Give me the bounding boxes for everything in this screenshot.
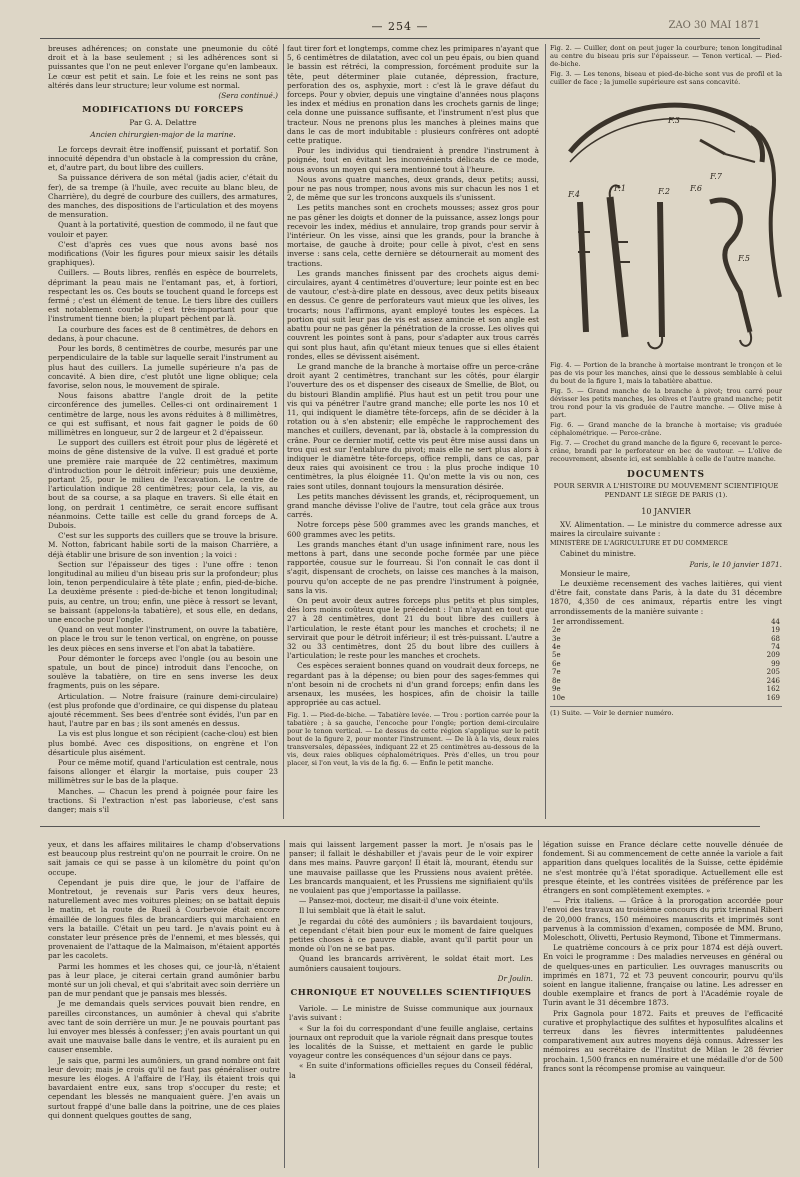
paragraph: Nous avons quatre manches, deux grands, deux petits; aussi, pour ne pas nous tromper, nous avons mis sur chacun les nos 1 et 2, de même que sur les troncons auxquels ils s'unissent. (287, 174, 539, 203)
paragraph: Notre forceps pèse 500 grammes avec les grands manches, et 600 grammes avec les petits. (287, 520, 539, 539)
paragraph: Ces espèces seraient bonnes quand on voudrait deux forceps, ne regardant pas à la dépense; ou bien pour des sages-femmes qui n'ont besoin ni de crochets ni d'un grand forceps; enfin dans les arsenaux, les musées, les hospices, afin de choisir la taille appropriée au cas actuel. (287, 661, 539, 708)
paragraph: Le grand manche de la branche à mortaise offre un perce-crâne droit ayant 2 centimètres, tranchant sur les côtés, pour élargir l'ouverture des os et dispenser des ciseaux de Smellie, de Blot, ou du bistouri Blandin amplifié. Plus haut est un petit trou pour une vis qui va pénétrer l'autre grand manche; elle porte les nos 10 et 11, qui indiquent le diamètre tête-forceps, afin de se décider à la rotation ou à s'en abstenir; elle empêche le rapprochement des manches et cuillers, devenant, par là, obstacle à la compression du crâne. Pour ce dernier motif, cette vis peut être mise aussi dans un trou qui est sur l'entablure du pivot; mais elle ne sert plus alors à indiquer le diamètre tête-forceps, office rempli, dans ce cas, par deux raies qui avoisinent ce trou : la plus proche indique 10 centimètres, la plus éloignée 11. Qu'on mette la vis ou non, ces raies sont utiles, donnant toujours la mensuration désirée. (287, 361, 539, 491)
figure-caption: Fig. 5. — Grand manche de la branche à pivot; trou carré pour dévisser les petits manches, les olives et l'autre grand manche; petit trou rond pour la vis graduée de l'autre manche. — Olive mise à part. (550, 387, 782, 419)
table-cell: 246 (766, 676, 780, 685)
paragraph: « En suite d'informations officielles reçues du Conseil fédéral, la (289, 1061, 533, 1080)
paragraph: mais qui laissent largement passer la mort. Je n'osais pas le panser; il fallait le déshabiller et j'avais peur de le voir expirer dans mes mains. Pauvre garçon! Il était là, mourant, étendu sur une mauvaise paillasse que les Prussiens nous avaient prêtée. Les brancards manquaient, et les Prussiens me signifiaient qu'ils ne voulaient pas que j'emportasse la paillasse. (289, 840, 533, 896)
place-date: Paris, le 10 janvier 1871. (689, 559, 782, 569)
paragraph: Je me demandais quels services pouvait bien rendre, en pareilles circonstances, un aumônier à cheval qui s'abrite avec tant de soin derrière un mur. Je ne pouvais pourtant pas lui envoyer mes blessés à confesser; j'en avais pourtant un qui avait une mauvaise balle dans le ventre, et ils auraient pu en causer ensemble. (48, 999, 280, 1055)
table-row (550, 635, 782, 643)
table-row (550, 668, 782, 676)
paragraph: Pour les bords, 8 centimètres de courbe, mesurés par une perpendiculaire de la table sur laquelle serait l'instrument au plus haut des cuillers. La jumelle supérieure n'a pas de concavité. A bien dire, c'est plutôt une ligne oblique; cela favorise, selon nous, le mouvement de spirale. (48, 344, 278, 390)
bottom-column-2 (289, 840, 533, 1168)
table-cell: 19 (771, 626, 780, 635)
section-title: CHRONIQUE ET NOUVELLES SCIENTIFIQUES (290, 988, 532, 999)
paragraph: Les grands manches étant d'un usage infiniment rare, nous les mettons à part, dans une seconde poche formée par une pièce rapportée, cousue sur le fourreau. Si l'on connaît le cas dont il s'agit, dispensant de crochets, on laisse ces manches à la maison, pourvu qu'on accepte de ne pas prendre l'instrument à poignée, sans la vis. (287, 539, 539, 595)
article-byline: Par G. A. Delattre (129, 118, 197, 128)
table-cell: 68 (771, 634, 780, 643)
table-cell: 2e (552, 626, 561, 635)
figure-label: F.6 (690, 184, 702, 193)
paragraph: Le quatrième concours à ce prix pour 1874 est déjà ouvert. En voici le programme : Des maladies nerveuses en général ou de quelques-unes en particulier. Les ouvrages manuscrits ou imprimés en 1871, 72 et 73 peuvent concourir, pourvu qu'ils soient en langue italienne, française ou latine. Les adresser en double exemplaire et francs de port à l'Académie royale de Turin avant le 31 décembre 1873. (543, 943, 783, 1008)
table-cell: 169 (766, 693, 780, 702)
paragraph: faut tirer fort et longtemps, comme chez les primipares n'ayant que 5, 6 centimètres de dilatation, avec col un peu épais, ou bien quand le bassin est rétréci, la compression, forcément produite sur la tête, peut déterminer plaie cutanée, dépression, fracture, perforation des os, asphyxie, mort : c'est là le grave défaut du forceps. Pour y obvier, depuis une vingtaine d'années nous plaçons les index et médius en pronation dans les crochets garnis de linge; cela donne une puissance suffisante, et l'instrument n'est plus que tracteur. Nous ne prenons plus les manches à pleines mains que dans le cas de mort indubitable : plusieurs confrères ont adopté cette pratique. (287, 44, 539, 146)
paragraph: Variole. — Le ministre de Suisse communique aux journaux l'avis suivant : (289, 1004, 533, 1023)
table-cell: 44 (771, 617, 780, 626)
paragraph: Cependant je puis dire que, le jour de l'affaire de Montretout, je revenais sur Paris vers deux heures, naturellement avec mes voitures pleines; on se battait depuis le matin, et la route de Rueil à Courbevoie était encore émaillée de longues files de brancardiers qui marchaient en vers la bataille. C'était un peu tard. Je n'avais point eu à constater leur présence près de l'ennemi, et mes blessés, qui provenaient de l'attaque de la Malmaison, m'étaient apportés par les cacolets. (48, 877, 280, 961)
paragraph: XV. Alimentation. — Le ministre du commerce adresse aux maires la circulaire suivante : (550, 519, 782, 539)
paragraph: Sa puissance dérivera de son métal (jadis acier, c'était du fer), de sa trempe (à l'huile, avec recuite au blanc bleu, de Charrière), du degré de courbure des cuillers, des armatures, des manches, des dispositions de l'articulation et des moyens de mensuration. (48, 173, 278, 220)
author-signature: Dr Joulin. (497, 973, 533, 983)
paragraph: Je regardai du côté des aumôniers ; ils bavardaient toujours, et cependant c'était bien pour eux le moment de faire quelques petites choses à ce pauvre diable, avant qu'il partit pour un monde où l'on ne se bat pas. (289, 916, 533, 954)
figure-label: F.7 (710, 172, 722, 181)
table-row (550, 677, 782, 685)
paragraph: Pour démonter le forceps avec l'ongle (ou au besoin une spatule, un bout de pince) introduit dans l'encoche, on soulève la tabatière, on tire en sens inverse les deux fragments, puis on les sépare. (48, 653, 278, 691)
paragraph: Articulation. — Notre fraisure (rainure demi-circulaire) (est plus profonde que d'ordinaire, ce qui dispense du plateau ajouté récemment. Ses bees d'entrée sont évidés, l'un par en haut, l'autre par en bas ; ils sont amenés en dessus. (48, 691, 278, 729)
paragraph: Il lui semblait que là était le salut. (299, 906, 426, 916)
table-cell: 99 (771, 659, 780, 668)
table-row (550, 651, 782, 659)
table-cell: 3e (552, 634, 561, 643)
figure-label: F.2 (658, 187, 670, 196)
section-title: DOCUMENTS (627, 470, 705, 480)
figure-caption: Fig. 3. — Les tenons, biseau et pied-de-biche sont vus de profil et la cuiller de face ; la jumelle supérieure est sans concavité. (550, 70, 782, 86)
column-rule (284, 840, 285, 1168)
footnote: (1) Suite. — Voir le dernier numéro. (550, 706, 782, 718)
running-header: ZAO 30 MAI 1871 (668, 20, 760, 31)
paragraph: Cabinet du ministre. (560, 549, 636, 559)
paragraph: breuses adhérences; on constate une pneumonie du côté droit et à la base seulement ; si les adhérences sont si puissantes que l'on ne peut enlever l'organe qu'en lambeaux. Le cœur est petit et sain. Le foie et les reins ne sont pas altérés dans leur structure; leur volume est normal. (48, 44, 278, 90)
column-rule (545, 44, 546, 819)
figure-caption: Fig. 2. — Cuiller, dont on peut juger la courbure; tenon longitudinal au centre du biseau pris sur l'épaisseur. — Tenon vertical. — Pied-de-biche. (550, 44, 782, 68)
page-number: — 254 — (371, 20, 429, 33)
bottom-column-3 (543, 840, 783, 1168)
table-row (550, 618, 782, 626)
paragraph: légation suisse en France déclare cette nouvelle dénuée de fondement. Si au commencement de cette année la variole a fait apparition dans quelques localités de la Suisse, cette épidémie ne s'est montrée qu'à l'état sporadique. Actuellement elle est presque éteinte, et les contrées visitées de préférence par les étrangers en sont complètement exemptes. » (543, 840, 783, 896)
salutation: Monsieur le maire, (560, 568, 631, 578)
figure-caption: Fig. 6. — Grand manche de la branche à mortaise; vis graduée céphalométrique. — Perce-crâne. (550, 421, 782, 437)
continued-note: (Sera continué.) (218, 91, 278, 101)
paragraph: Section sur l'épaisseur des tiges : l'une offre : tenon longitudinal au milieu d'un biseau pris sur la profondeur; plus loin, tenon perpendiculaire à tête plate ; enfin, pied-de-biche. La deuxième présente : pied-de-biche et tenon longitudinal; puis, au centre, un trou; enfin, une pièce à ressort se levant, se baissant (appelons-la tabatière), et sous elle, en dedans, une encoche pour l'ongle. (48, 559, 278, 624)
section-date: 10 JANVIER (641, 506, 691, 516)
article-title: MODIFICATIONS DU FORCEPS (82, 105, 244, 116)
paragraph: Nous faisons abattre l'angle droit de la petite circonférence des jumelles. Celles-ci ont ordinairement 1 centimètre de large, nous les avons réduites à 8 millimètres, ce qui est suffisant, et nous fait gagner le poids de 60 millimètres en longueur, sur 2 de largeur et 2 d'épaisseur. (48, 391, 278, 437)
page-header (40, 18, 760, 39)
table-row (550, 694, 782, 702)
column-2 (287, 44, 539, 814)
figure-caption: Fig. 1. — Pied-de-biche. — Tabatière levée. — Trou : portion carrée pour la tabatière ; à sa gauche, l'encoche pour l'ongle; portion demi-circulaire pour le tenon vertical. — Le dessus de cette région s'applique sur le petit bout de la figure 2, pour monter l'instrument. — De là à la vis, deux raies transversales, dépassées, indiquant 22 et 25 centimètres au-dessous de la vis, deux raies obliques céphalométriques. Près d'elles, un trou pour placer, si l'on veut, la vis de la fig. 6. — Enfin le petit manche. (287, 711, 539, 768)
table-cell: 9e (552, 685, 561, 694)
table-row (550, 643, 782, 651)
paragraph: La courbure des faces est de 8 centimètres, de dehors en dedans, à pour chacune. (48, 324, 278, 343)
paragraph: « Sur la foi du correspondant d'une feuille anglaise, certains journaux ont reproduit que la variole régnait dans presque toutes les localités de la Suisse, et mettaient en garde le public voyageur contre les conséquences d'un séjour dans ce pays. (289, 1023, 533, 1061)
paragraph: Pour ce même motif, quand l'articulation est centrale, nous faisons allonger et élargir la mortaise, puis couper 23 millimètres sur le bas de la plaque. (48, 758, 278, 786)
figure-label: F.1 (614, 184, 626, 193)
paragraph: Prix Gagnola pour 1872. Faits et preuves de l'efficacité curative et prophylactique des sulfites et hyposulfites alcalins et terreux dans les fièvres intermittentes paludéennes comparativement aux autres moyens déjà connus. Adresser les mémoires au secrétaire de l'Institut de Milan le 28 février prochain. 1,500 francs en numéraire et une médaille d'or de 500 francs sont la récompense promise au vainqueur. (543, 1008, 783, 1073)
article-subtitle: Ancien chirurgien-major de la marine. (90, 129, 236, 139)
paragraph: Pour les individus qui tiendraient à prendre l'instrument à poignée, tout en évitant les inconvénients délicats de ce mode, nous avons un moyen qui sera mentionné tout à l'heure. (287, 146, 539, 174)
paragraph: Le deuxième recensement des vaches laitières, qui vient d'être fait, constate dans Paris, à la date du 31 décembre 1870, 4,350 de ces animaux, répartis entre les vingt arrondissements de la manière suivante : (550, 579, 782, 616)
table-row (550, 626, 782, 634)
paragraph: Quand on veut monter l'instrument, on ouvre la tabatière, on place le trou sur le tenon vertical, on engrène, on pousse les deux pièces en sens inverse et l'on abat la tabatière. (48, 625, 278, 653)
figure-caption: Fig. 7. — Crochet du grand manche de la figure 6, recevant le perce-crâne, brandi par le perforateur en bec de vautour. — L'olive de recouvrement, absente ici, est semblable à celle de l'autre manche. (550, 439, 782, 463)
paragraph: — Pansez-moi, docteur, me disait-il d'une voix éteinte. (299, 896, 499, 906)
table-cell: 5e (552, 651, 561, 660)
paragraph: Le support des cuillers est étroit pour plus de légèreté et moins de gêne distensive de la vulve. Il est gradué et porte une première raie marquée de 22 centimètres, maximum d'introduction pour le détroit inférieur; puis une deuxième, portant 25, pour le milieu de l'excavation. Le centre de l'articulation indique 28 centimètres; pour cela, la vis, au bout de sa course, a sa plaque en travers. Si elle était en long, on perdrait 1 centimètre, ce serait encore suffisant néanmoins. Cette taille est celle du grand forceps de A. Dubois. (48, 438, 278, 530)
table-cell: 209 (766, 651, 780, 660)
table-cell: 74 (771, 643, 780, 652)
forceps-figure (550, 92, 782, 357)
table-cell: 8e (552, 676, 561, 685)
paragraph: C'est sur les supports des cuillers que se trouve la brisure. M. Notton, fabricant habile sorti de la maison Charrière, a déjà établir une brisure de son invention ; la voici : (48, 531, 278, 559)
column-3 (550, 44, 782, 718)
paragraph: Quand les brancards arrivèrent, le soldat était mort. Les aumôniers causaient toujours. (289, 954, 533, 973)
column-1 (48, 44, 278, 814)
paragraph: Quant à la portativité, question de commodo, il ne faut que vouloir et payer. (48, 220, 278, 239)
table-row (550, 685, 782, 693)
table-cell: 6e (552, 659, 561, 668)
paragraph: On peut avoir deux autres forceps plus petits et plus simples, dès lors moins coûteux que le précédent : l'un n'ayant en tout que 27 à 28 centimètres, dont 21 du bout libre des cuillers à l'articulation, le reste étant pour les manches et crochets; il ne servirait que pour le détroit inférieur; il est très-puissant. L'autre a 32 ou 33 centimètres, dont 25 du bout libre des cuillers à l'articulation; le reste pour les manches et crochets. (287, 595, 539, 661)
table-cell: 1er arrondissement. (552, 617, 625, 626)
paragraph: La vis est plus longue et son récipient (cache-clou) est bien plus bombé. Avec ces dispositions, on engrène et l'on désarticule plus aisément. (48, 729, 278, 757)
figure-label: F.3 (668, 116, 680, 125)
table-cell: 205 (766, 668, 780, 677)
paragraph: yeux, et dans les affaires militaires le champ d'observations est beaucoup plus restreint qu'on ne pourrait le croire. On ne sait jamais ce qui se passe à un kilomètre du point qu'on occupe. (48, 840, 280, 877)
column-rule (283, 44, 284, 819)
figure-label: F.5 (738, 254, 750, 263)
paragraph: Manches. — Chacun les prend à poignée pour faire les tractions. Si l'extraction n'est pas laborieuse, c'est sans danger; mais s'il (48, 786, 278, 814)
table-cell: 10e (552, 693, 566, 702)
figure-caption: Fig. 4. — Portion de la branche à mortaise montrant le tronçon et le pas de vis pour les manches, ainsi que le dessous semblable à celui du bout de la figure 1, mais la tabatière abattue. (550, 361, 782, 385)
paragraph: Je sais que, parmi les aumôniers, un grand nombre ont fait leur devoir; mais je crois qu'il ne faut pas généraliser outre mesure les éloges. A l'affaire de l'Hay, ils étaient trois qui bavardaient entre eux, sans trop s'occuper du reste; et cependant les blessés ne manquaient guère. J'en avais un surtout frappé d'une balle dans la poitrine, une de ces plaies qui donnent quelques gouttes de sang, (48, 1055, 280, 1120)
table-cell: 7e (552, 668, 561, 677)
paragraph: Les grands manches finissent par des crochets aigus demi-circulaires, ayant 4 centimètres d'ouverture; leur pointe est en bec de vautour, c'est-à-dire plate en dessous, avec deux petits biseaux en dessus. Ce genre de perforateurs vaut mieux que les olives, les trocarts; nous l'affirmons, ayant employé toutes les espèces. La portion qui suit leur pas de vis est assez amincie et son angle est abattu pour ne pas gêner la pénétration de la crosse. Les olives qui couvrent les pointes sont à pans, pour s'adapter aux trous carrés qui sont plus haut, afin qu'étant mieux tenues que si elles étaient rondes, elles se dévissent aisément. (287, 268, 539, 361)
paragraph: Parmi les hommes et les choses qui, ce jour-là, n'étaient pas à leur place, je citerai certain grand aumônier barbu monté sur un joli cheval, et qui s'abritait avec soin derrière un pan de mur pendant que je pansais mes blessés. (48, 961, 280, 999)
paragraph: Les petits manches dévissent les grands, et, réciproquement, un grand manche dévisse l'olive de l'autre, tout cela grâce aux trous carrés. (287, 491, 539, 520)
arrondissement-table (550, 618, 782, 702)
paragraph: C'est d'après ces vues que nous avons basé nos modifications (Voir les figures pour mieux saisir les détails graphiques). (48, 239, 278, 268)
table-cell: 162 (766, 685, 780, 694)
ministry-heading: MINISTÈRE DE L'AGRICULTURE ET DU COMMERCE (550, 539, 728, 548)
forceps-illustration (550, 92, 782, 357)
paragraph: Les petits manches sont en crochets mousses; assez gros pour ne pas gêner les doigts et donner de la puissance, assez longs pour recevoir les index, médius et annulaire, trop grands pour servir à l'intérieur. On les visse, ainsi que les grands, pour la branche à mortaise, de gauche à droite; pour celle à pivot, c'est en sens inverse : sans cela, cette dernière se détournerait au moment des tractions. (287, 203, 539, 268)
paragraph: Le forceps devrait être inoffensif, puissant et portatif. Son innocuité dépendra d'un obstacle à la compression du crâne, et, d'autre part, du bout libre des cuillers. (48, 144, 278, 173)
section-rule (40, 826, 760, 827)
table-row (550, 660, 782, 668)
paragraph: Cuillers. — Bouts libres, renflés en espèce de bourrelets, déprimant la peau mais ne l'entamant pas, et, à fortiori, respectant les os. Ces bouts se touchent quand le forceps est fermé ; c'est un élément de tenue. Le tiers libre des cuillers est notablement courbé ; c'est très-important pour que l'instrument tienne bien; la plupart pèchent par là. (48, 268, 278, 324)
figure-label: F.4 (568, 190, 580, 199)
section-subtitle: POUR SERVIR A L'HISTOIRE DU MOUVEMENT SCIENTIFIQUE PENDANT LE SIÉGE DE PARIS (1). (553, 482, 779, 500)
column-rule (538, 840, 539, 1168)
bottom-column-1 (48, 840, 280, 1168)
paragraph: — Prix italiens. — Grâce à la prorogation accordée pour l'envoi des travaux au troisième concours du prix triennal Riberi de 20,000 francs, 150 mémoires manuscrits et imprimés sont parvenus à la commission d'examen, composée de MM. Bruno, Moleschott, Olivetti, Pertusio Reymond, Tibone et Timmermans. (543, 896, 783, 943)
table-cell: 4e (552, 643, 561, 652)
